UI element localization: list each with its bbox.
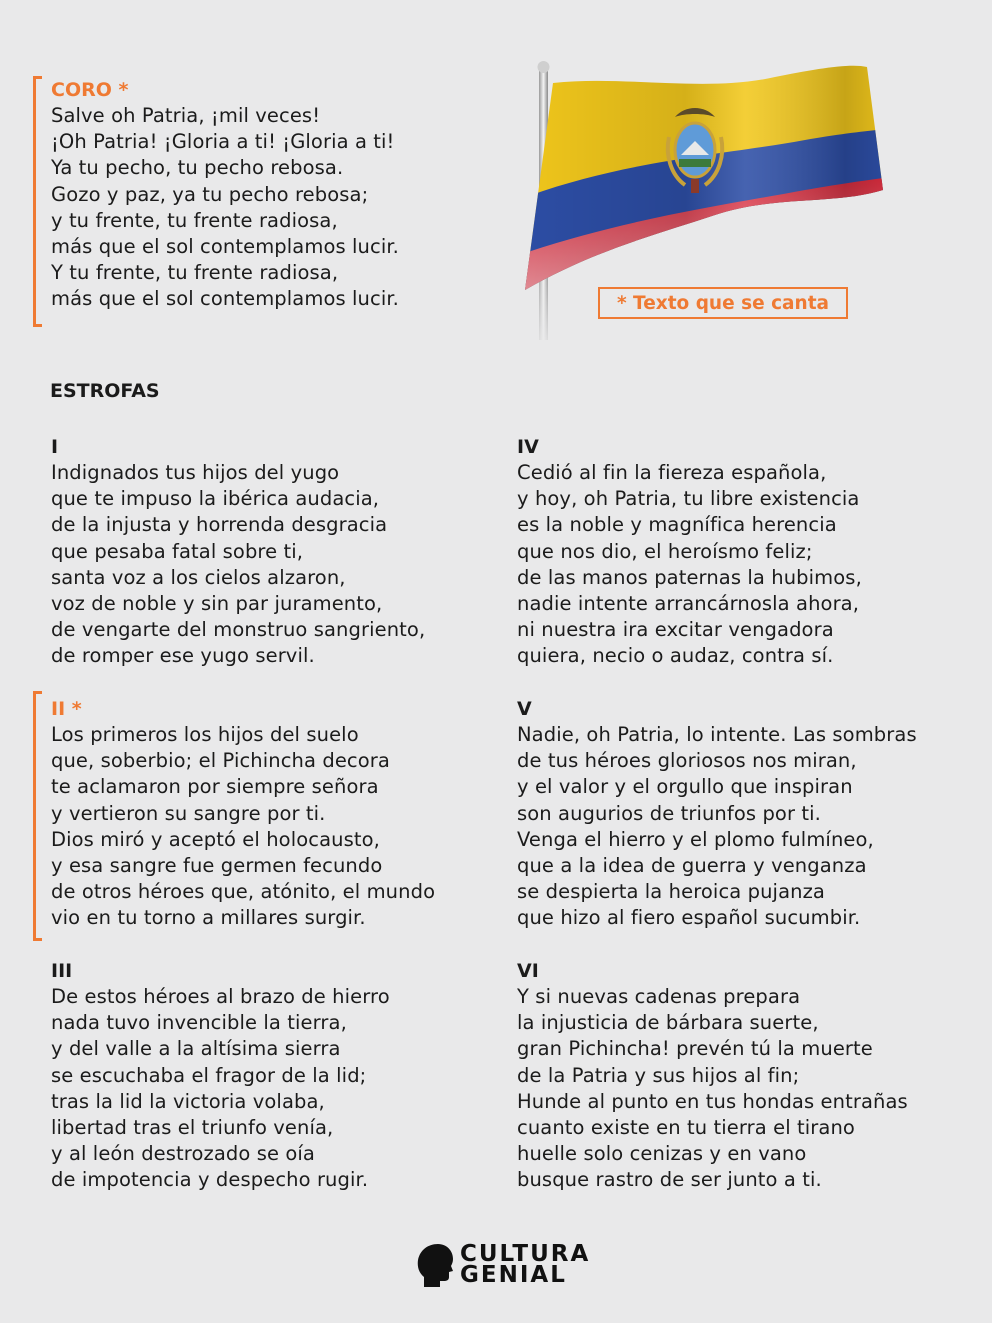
verse-line: de las manos paternas la hubimos, <box>517 565 862 589</box>
verse-line: De estos héroes al brazo de hierro <box>51 985 390 1008</box>
brand-wordmark <box>460 1241 591 1288</box>
verse-line: Cedió al fin la fiereza española, <box>517 461 827 484</box>
verse-line: es la noble y magnífica herencia <box>517 513 837 537</box>
stanza-6 <box>517 958 908 1194</box>
verse-line: quiera, necio o audaz, contra sí. <box>517 644 834 668</box>
verse-line: de la Patria y sus hijos al fin; <box>517 1063 800 1087</box>
head-silhouette-icon <box>416 1243 454 1287</box>
verse-line: que nos dio, el heroísmo feliz; <box>517 539 813 563</box>
stanza-title: V <box>517 698 532 720</box>
verse-line: que hizo al fiero español sucumbir. <box>517 906 861 930</box>
verse-line: libertad tras el triunfo venía, <box>51 1116 334 1140</box>
verse-line: vio en tu torno a millares surgir. <box>51 906 366 930</box>
verse-line: Los primeros los hijos del suelo <box>51 723 359 746</box>
verse-line: y el valor y el orgullo que inspiran <box>517 775 853 799</box>
verse-line: ¡Oh Patria! ¡Gloria a ti! ¡Gloria a ti! <box>51 130 395 154</box>
verse-line: son augurios de triunfos por ti. <box>517 801 821 825</box>
verse-line: Gozo y paz, ya tu pecho rebosa; <box>51 182 369 206</box>
verse-line: nadie intente arrancárnosla ahora, <box>517 592 860 616</box>
verse-line: Y tu frente, tu frente radiosa, <box>51 261 339 285</box>
verse-line: Y si nuevas cadenas prepara <box>517 985 801 1008</box>
verse-line: Ya tu pecho, tu pecho rebosa. <box>51 156 344 180</box>
coro-block <box>51 77 399 313</box>
verse-line: Nadie, oh Patria, lo intente. Las sombras <box>517 723 917 746</box>
verse-line: Salve oh Patria, ¡mil veces! <box>51 104 321 127</box>
stanza-title: I <box>51 436 59 458</box>
coro-verse <box>51 103 399 313</box>
verse-line: voz de noble y sin par juramento, <box>51 592 383 616</box>
verse-line: huelle solo cenizas y en vano <box>517 1142 807 1166</box>
verse-line: que pesaba fatal sobre ti, <box>51 539 304 563</box>
stanza-title: IV <box>517 436 539 458</box>
verse-line: gran Pichincha! prevén tú la muerte <box>517 1037 873 1061</box>
stanza-title: VI <box>517 960 539 982</box>
verse-line: y esa sangre fue germen fecundo <box>51 854 383 878</box>
stanza-2-bracket <box>33 691 42 941</box>
verse-line: la injusticia de bárbara suerte, <box>517 1011 819 1035</box>
verse-line: que a la idea de guerra y venganza <box>517 854 867 878</box>
verse-line: de tus héroes gloriosos nos miran, <box>517 749 857 773</box>
verse-line: de romper ese yugo servil. <box>51 644 315 668</box>
verse-line: de otros héroes que, atónito, el mundo <box>51 880 436 904</box>
coro-title: CORO * <box>51 79 129 101</box>
verse-line: te aclamaron por siempre señora <box>51 775 379 799</box>
verse-line: de la injusta y horrenda desgracia <box>51 513 388 537</box>
verse-line: y vertieron su sangre por ti. <box>51 801 326 825</box>
brand-logo <box>416 1240 590 1290</box>
brand-line-1: CULTURA <box>460 1241 591 1267</box>
brand-line-2: GENIAL <box>460 1262 567 1288</box>
verse-line: se despierta la heroica pujanza <box>517 880 825 904</box>
sung-text-note: * Texto que se canta <box>598 287 848 319</box>
verse-line: santa voz a los cielos alzaron, <box>51 565 346 589</box>
verse-line: más que el sol contemplamos lucir. <box>51 287 399 311</box>
verse-line: se escuchaba el fragor de la lid; <box>51 1063 367 1087</box>
verse-line: Hunde al punto en tus hondas entrañas <box>517 1089 908 1113</box>
section-heading: ESTROFAS <box>50 380 160 402</box>
verse-line: de vengarte del monstruo sangriento, <box>51 618 426 642</box>
verse-line: más que el sol contemplamos lucir. <box>51 235 399 259</box>
stanza-1 <box>51 434 425 670</box>
verse-line: de impotencia y despecho rugir. <box>51 1168 369 1192</box>
verse-line: y tu frente, tu frente radiosa, <box>51 208 338 232</box>
verse-line: y del valle a la altísima sierra <box>51 1037 341 1061</box>
stanza-5 <box>517 696 917 932</box>
verse-line: nada tuvo invencible la tierra, <box>51 1011 347 1035</box>
stanza-2 <box>51 696 435 932</box>
stanza-4 <box>517 434 862 670</box>
verse-line: cuanto existe en tu tierra el tirano <box>517 1116 855 1140</box>
verse-line: que, soberbio; el Pichincha decora <box>51 749 390 773</box>
verse-line: Indignados tus hijos del yugo <box>51 461 340 484</box>
verse-line: Dios miró y aceptó el holocausto, <box>51 827 380 851</box>
verse-line: tras la lid la victoria volaba, <box>51 1089 325 1113</box>
verse-line: y al león destrozado se oía <box>51 1142 315 1166</box>
stanza-3 <box>51 958 390 1194</box>
verse-line: que te impuso la ibérica audacia, <box>51 487 380 511</box>
stanza-title: II * <box>51 698 82 720</box>
coro-bracket <box>33 76 42 327</box>
verse-line: ni nuestra ira excitar vengadora <box>517 618 834 642</box>
verse-line: y hoy, oh Patria, tu libre existencia <box>517 487 860 511</box>
stanza-title: III <box>51 960 73 982</box>
verse-line: busque rastro de ser junto a ti. <box>517 1168 822 1192</box>
verse-line: Venga el hierro y el plomo fulmíneo, <box>517 827 874 851</box>
